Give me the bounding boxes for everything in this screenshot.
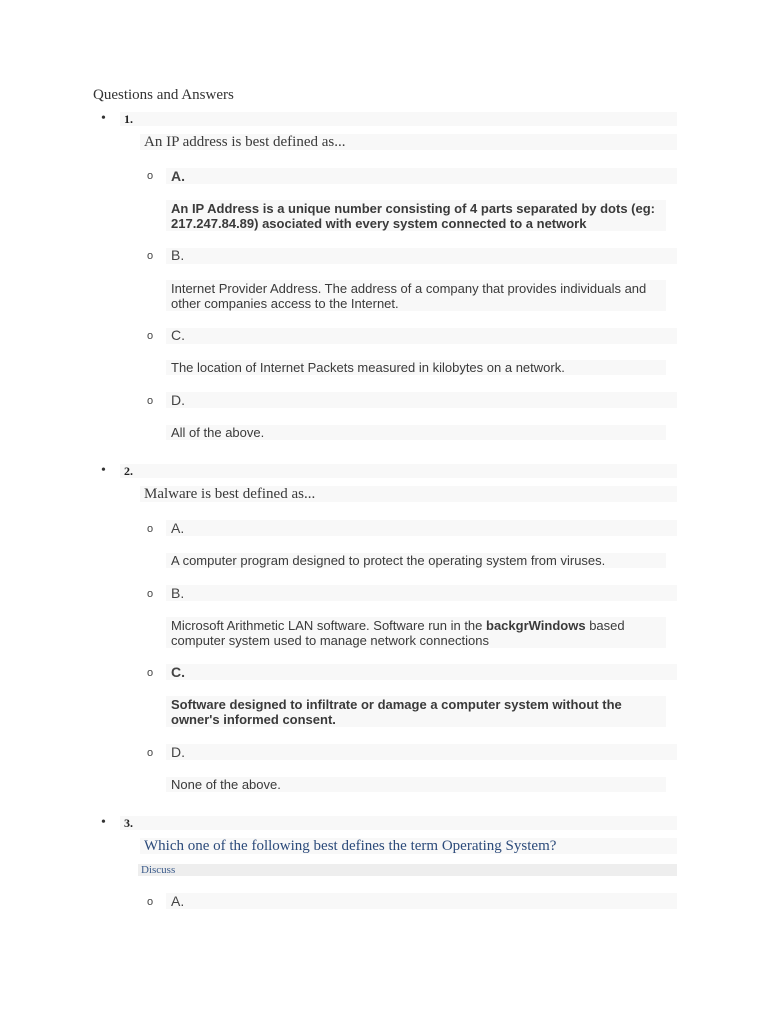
option-marker: o xyxy=(147,395,154,407)
answer-text: Software designed to infiltrate or damage a computer system without the owner's informed consent. xyxy=(171,697,622,727)
page-title: Questions and Answers xyxy=(93,87,234,103)
answer-text: A computer program designed to protect the operating system from viruses. xyxy=(171,553,606,568)
option-letter: C. xyxy=(171,327,185,343)
option-letter: C. xyxy=(171,664,185,680)
question-text: An IP address is best defined as... xyxy=(144,134,346,150)
option-marker: o xyxy=(147,330,154,342)
option-letter: A. xyxy=(171,520,185,536)
answer-text-part: Microsoft Arithmetic LAN software. Software run in the xyxy=(171,618,487,633)
option-band xyxy=(166,392,677,408)
question-text: Malware is best defined as... xyxy=(144,486,316,502)
answer-text-part: based computer system used to manage network connections xyxy=(171,618,625,648)
option-band xyxy=(166,664,677,680)
option-letter: B. xyxy=(171,247,185,263)
question-row-band xyxy=(120,464,677,478)
option-marker: o xyxy=(147,250,154,262)
option-marker: o xyxy=(147,523,154,535)
option-marker: o xyxy=(147,667,154,679)
option-letter: A. xyxy=(171,168,185,184)
answer-text: The location of Internet Packets measured in kilobytes on a network. xyxy=(171,360,565,375)
option-band xyxy=(166,585,677,601)
option-band xyxy=(166,520,677,536)
answer-text-bold: backgrWindows xyxy=(486,618,586,633)
option-band xyxy=(166,744,677,760)
option-marker: o xyxy=(147,588,154,600)
answer-text: An IP Address is a unique number consisting of 4 parts separated by dots (eg: 217.247.84.89) asociated with every system connected to a network xyxy=(171,201,655,231)
option-letter: A. xyxy=(171,893,185,909)
discuss-band xyxy=(138,864,677,876)
option-letter: B. xyxy=(171,585,185,601)
answer-text: Internet Provider Address. The address of a company that provides individuals and other companies access to the Internet. xyxy=(171,281,647,311)
bullet: • xyxy=(101,111,106,126)
answer-text: None of the above. xyxy=(171,777,281,792)
question-text: Which one of the following best defines the term Operating System? xyxy=(144,838,557,854)
bullet: • xyxy=(101,463,106,478)
bullet: • xyxy=(101,815,106,830)
option-band xyxy=(166,248,677,264)
option-marker: o xyxy=(147,170,154,182)
option-marker: o xyxy=(147,747,154,759)
option-letter: D. xyxy=(171,392,185,408)
option-band xyxy=(166,328,677,344)
question-number: 3. xyxy=(124,816,133,830)
option-marker: o xyxy=(147,896,154,908)
option-band xyxy=(166,893,677,909)
discuss-link[interactable]: Discuss xyxy=(141,864,176,876)
option-band xyxy=(166,168,677,184)
answer-text: All of the above. xyxy=(171,425,265,440)
option-letter: D. xyxy=(171,744,185,760)
question-number: 2. xyxy=(124,464,133,478)
question-number: 1. xyxy=(124,112,133,126)
question-row-band xyxy=(120,112,677,126)
answer-text xyxy=(171,618,661,648)
question-row-band xyxy=(120,816,677,830)
